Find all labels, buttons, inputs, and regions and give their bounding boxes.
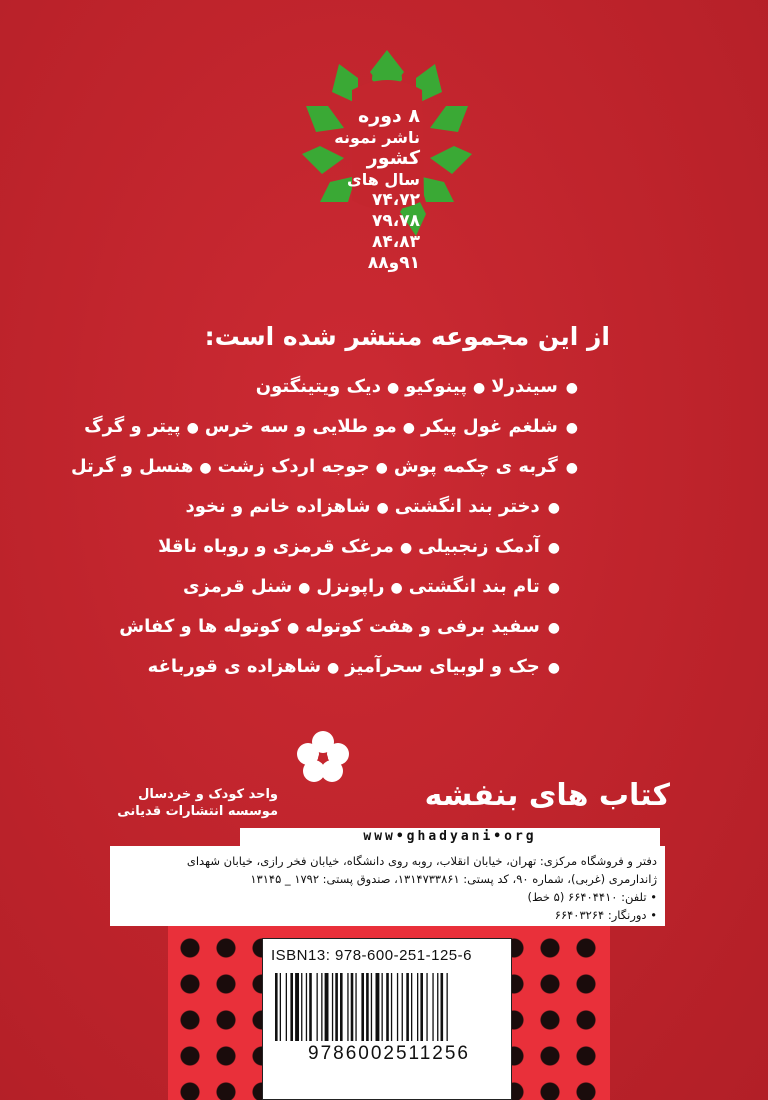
title-row: ●آدمک زنجبیلی●مرغک قرمزی و روباه ناقلا (158, 536, 560, 557)
barcode-bar (332, 973, 333, 1041)
book-title: جوجه اردک زشت (217, 456, 370, 477)
address-line-3: • تلفن: ۶۶۴۰۴۴۱۰ (۵ خط) (527, 890, 657, 904)
barcode-bar (347, 973, 348, 1041)
barcode-bar (280, 973, 281, 1041)
barcode-bar (402, 973, 403, 1041)
barcode-bar (420, 973, 423, 1041)
barcode-bar (366, 973, 369, 1041)
barcode-icon (273, 973, 503, 1041)
book-title: مرغک قرمزی و روباه ناقلا (158, 536, 394, 557)
barcode-bar (441, 973, 444, 1041)
barcode-bar (386, 973, 389, 1041)
title-row: ●شلغم غول پیکر●مو طلایی و سه خرس●پیتر و گرگ (84, 416, 578, 437)
address-line-4: • دورنگار: ۶۶۴۰۳۲۶۴ (554, 908, 657, 922)
address-line-1: دفتر و فروشگاه مرکزی: تهران، خیابان انقلاب، روبه روی دانشگاه، خیابان فخر رازی، خیابان شهدای (186, 854, 657, 868)
isbn-label: ISBN13: 978-600-251-125-6 (271, 947, 472, 964)
barcode-bar (382, 973, 383, 1041)
barcode-bar (426, 973, 427, 1041)
title-row: ●دختر بند انگشتی●شاهزاده خانم و نخود (185, 496, 560, 517)
book-title: دیک ویتینگتون (255, 376, 381, 397)
award-years-4: ۹۱و۸۸ (367, 253, 420, 273)
award-years-1: ۷۴،۷۲ (372, 190, 420, 210)
barcode-number: 9786002511256 (308, 1043, 470, 1064)
book-title: دختر بند انگشتی (394, 496, 540, 517)
barcode-bar (340, 973, 343, 1041)
title-row: ●تام بند انگشتی●راپونزل●شنل قرمزی (182, 576, 560, 597)
award-line-2: ناشر نمونه (334, 128, 420, 147)
barcode-bar (432, 973, 433, 1041)
isbn-barcode-box (262, 938, 512, 1100)
publisher-name: کتاب های بنفشه (424, 778, 670, 813)
award-years-3: ۸۴،۸۳ (372, 232, 420, 252)
barcode-bar (309, 973, 312, 1041)
award-line-4: سال های (347, 170, 420, 189)
book-title: شاهزاده ی قورباغه (147, 656, 322, 677)
barcode-bar (411, 973, 412, 1041)
barcode-bar (317, 973, 318, 1041)
barcode-bar (376, 973, 380, 1041)
barcode-bar (286, 973, 287, 1041)
unit-line-1: واحد کودک و خردسال (138, 787, 278, 802)
book-title: شنل قرمزی (182, 576, 293, 597)
barcode-bar (290, 973, 293, 1041)
book-title: گربه ی چکمه پوش (393, 456, 558, 477)
title-row: ●سیندرلا●پینوکیو●دیک ویتینگتون (255, 376, 578, 397)
barcode-bar (391, 973, 392, 1041)
award-line-3: کشور (366, 147, 420, 169)
barcode-bar (275, 973, 278, 1041)
book-title: هنسل و گرتل (70, 456, 194, 477)
book-title: پینوکیو (405, 376, 467, 397)
barcode-bar (371, 973, 372, 1041)
book-title: راپونزل (316, 576, 385, 597)
series-title-list (70, 376, 580, 696)
book-title: شاهزاده خانم و نخود (185, 496, 371, 517)
title-row: ●سفید برفی و هفت کوتوله●کوتوله ها و کفاش (119, 616, 560, 637)
barcode-bar (447, 973, 448, 1041)
address-block (110, 846, 665, 926)
series-heading: از این مجموعه منتشر شده است: (204, 322, 610, 351)
barcode-bar (295, 973, 299, 1041)
unit-line-2: موسسه انتشارات قدیانی (117, 804, 278, 819)
award-years-2: ۷۹،۷۸ (372, 211, 420, 231)
book-title: جک و لوبیای سحرآمیز (345, 656, 540, 677)
address-line-2: ژاندارمری (غربی)، شماره ۹۰، کد پستی: ۱۳۱۴۷۳۳۸۶۱، صندوق پستی: ۱۷۹۲ _ ۱۳۱۴۵ (250, 872, 657, 886)
title-row: ●گربه ی چکمه پوش●جوجه اردک زشت●هنسل و گرتل (70, 456, 578, 477)
barcode-bar (417, 973, 418, 1041)
title-row: ●جک و لوبیای سحرآمیز●شاهزاده ی قورباغه (147, 656, 560, 677)
website-link[interactable]: www•ghadyani•org (240, 828, 660, 846)
barcode-bar (325, 973, 329, 1041)
barcode-bar (306, 973, 307, 1041)
book-title: پیتر و گرگ (84, 416, 181, 437)
barcode-bar (335, 973, 338, 1041)
award-line-1: ۸ دوره (358, 105, 420, 127)
barcode-bar (361, 973, 364, 1041)
barcode-bar (351, 973, 354, 1041)
book-title: کوتوله ها و کفاش (119, 616, 281, 637)
barcode-bar (321, 973, 322, 1041)
publisher-flower-icon (295, 730, 351, 786)
barcode-bar (406, 973, 409, 1041)
publisher-unit (108, 786, 278, 820)
book-title: تام بند انگشتی (408, 576, 540, 597)
book-title: آدمک زنجبیلی (418, 536, 540, 557)
barcode-bar (397, 973, 398, 1041)
book-title: سفید برفی و هفت کوتوله (305, 616, 540, 637)
barcode-bar (301, 973, 302, 1041)
award-caption (330, 106, 420, 274)
book-title: شلغم غول پیکر (420, 416, 558, 437)
book-title: سیندرلا (491, 376, 558, 397)
barcode-bar (355, 973, 356, 1041)
book-title: مو طلایی و سه خرس (204, 416, 397, 437)
barcode-bar (437, 973, 438, 1041)
